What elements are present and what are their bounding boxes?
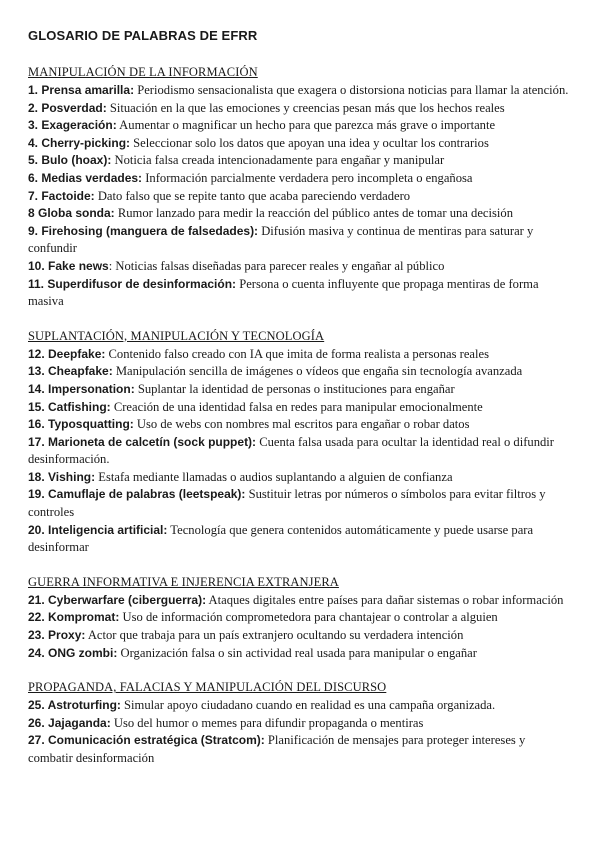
glossary-entry bbox=[28, 205, 570, 223]
entry-definition: Persona o cuenta influyente que propaga mentiras de forma masiva bbox=[28, 276, 539, 309]
entry-term: 2. Posverdad: bbox=[28, 100, 107, 115]
entry-definition: Rumor lanzado para medir la reacción del público antes de tomar una decisión bbox=[114, 206, 513, 221]
section-title: PROPAGANDA, FALACIAS Y MANIPULACIÓN DEL DISCURSO bbox=[28, 680, 387, 695]
entry-definition: Simular apoyo ciudadano cuando en realidad es una campaña organizada. bbox=[120, 698, 496, 713]
entry-definition: Organización falsa o sin actividad real usada para manipular o engañar bbox=[117, 645, 477, 660]
entry-term: 23. Proxy: bbox=[28, 628, 86, 643]
entry-definition: Uso del humor o memes para difundir propaganda o mentiras bbox=[110, 715, 424, 730]
entry-definition: Ataques digitales entre países para dañar sistemas o robar información bbox=[206, 592, 564, 607]
entry-definition: Contenido falso creado con IA que imita de forma realista a personas reales bbox=[105, 346, 489, 361]
entry-term: 8 Globa sonda: bbox=[28, 206, 115, 221]
section-title: GUERRA INFORMATIVA E INJERENCIA EXTRANJERA bbox=[28, 574, 339, 589]
section-title: MANIPULACIÓN DE LA INFORMACIÓN bbox=[28, 65, 258, 79]
entry-definition: Uso de webs con nombres mal escritos para engañar o robar datos bbox=[133, 417, 470, 432]
entry-term: 3. Exageración: bbox=[28, 118, 117, 133]
entry-definition: Tecnología que genera contenidos automáticamente y puede usarse para desinformar bbox=[28, 522, 534, 555]
glossary-entry bbox=[28, 732, 570, 767]
section-guerra-informativa bbox=[28, 575, 570, 662]
entry-term: 6. Medias verdades: bbox=[28, 170, 143, 185]
entry-definition: Noticia falsa creada intencionadamente para engañar y manipular bbox=[111, 153, 445, 168]
entry-term: 12. Deepfake: bbox=[28, 346, 106, 361]
entry-definition: Sustituir letras por números o símbolos para evitar filtros y controles bbox=[28, 487, 546, 520]
entry-term: 16. Typosquatting: bbox=[28, 417, 134, 432]
glossary-entry bbox=[28, 399, 570, 417]
section-propaganda bbox=[28, 680, 570, 767]
section-suplantacion bbox=[28, 329, 570, 557]
section-manipulacion bbox=[28, 65, 570, 311]
entry-term: 5. Bulo (hoax): bbox=[28, 153, 112, 168]
entry-term: 22. Kompromat: bbox=[28, 610, 120, 625]
glossary-entry bbox=[28, 381, 570, 399]
glossary-entry bbox=[28, 82, 570, 100]
glossary-entry bbox=[28, 363, 570, 381]
entry-definition: Suplantar la identidad de personas o instituciones para engañar bbox=[134, 381, 455, 396]
entry-definition: Cuenta falsa usada para ocultar la identidad real o difundir desinformación. bbox=[28, 434, 554, 467]
entry-term: 4. Cherry-picking: bbox=[28, 135, 131, 150]
glossary-entry bbox=[28, 135, 570, 153]
entry-term: 19. Camuflaje de palabras (leetspeak): bbox=[28, 487, 246, 502]
glossary-entry bbox=[28, 170, 570, 188]
glossary-entry bbox=[28, 627, 570, 645]
glossary-entry bbox=[28, 715, 570, 733]
document-title: GLOSARIO DE PALABRAS DE EFRR bbox=[28, 28, 258, 43]
entry-definition: Situación en la que las emociones y creencias pesan más que los hechos reales bbox=[106, 100, 505, 115]
entry-term: 15. Catfishing: bbox=[28, 399, 111, 414]
glossary-entry bbox=[28, 152, 570, 170]
entry-term: 20. Inteligencia artificial: bbox=[28, 522, 168, 537]
entry-term: 27. Comunicación estratégica (Stratcom): bbox=[28, 733, 265, 748]
entry-term: 21. Cyberwarfare (ciberguerra): bbox=[28, 592, 207, 607]
entry-definition: Uso de información comprometedora para chantajear o controlar a alguien bbox=[119, 610, 498, 625]
entry-term: 14. Impersonation: bbox=[28, 381, 135, 396]
entry-definition: Dato falso que se repite tanto que acaba pareciendo verdadero bbox=[94, 188, 411, 203]
glossary-entry bbox=[28, 276, 570, 311]
section-title: SUPLANTACIÓN, MANIPULACIÓN Y TECNOLOGÍA bbox=[28, 328, 325, 343]
glossary-entry bbox=[28, 100, 570, 118]
entry-definition: Actor que trabaja para un país extranjero ocultando su verdadera intención bbox=[85, 628, 464, 643]
entry-term: 11. Superdifusor de desinformación: bbox=[28, 276, 237, 291]
entry-term: 9. Firehosing (manguera de falsedades): bbox=[28, 223, 259, 238]
entry-definition: : Noticias falsas diseñadas para parecer reales y engañar al público bbox=[108, 258, 445, 273]
glossary-entry bbox=[28, 346, 570, 364]
entry-term: 25. Astroturfing: bbox=[28, 698, 121, 713]
glossary-entry bbox=[28, 416, 570, 434]
entry-definition: Manipulación sencilla de imágenes o vídeos que engaña sin tecnología avanzada bbox=[112, 364, 523, 379]
glossary-entry bbox=[28, 609, 570, 627]
entry-term: 7. Factoide: bbox=[28, 188, 95, 203]
entry-definition: Estafa mediante llamadas o audios suplantando a alguien de confianza bbox=[95, 469, 453, 484]
entry-term: 24. ONG zombi: bbox=[28, 645, 118, 660]
entry-term: 18. Vishing: bbox=[28, 469, 96, 484]
entry-definition: Creación de una identidad falsa en redes para manipular emocionalmente bbox=[110, 399, 483, 414]
entry-definition: Información parcialmente verdadera pero incompleta o engañosa bbox=[142, 170, 473, 185]
glossary-entry bbox=[28, 223, 570, 258]
glossary-entry bbox=[28, 434, 570, 469]
glossary-entry bbox=[28, 188, 570, 206]
entry-term: 1. Prensa amarilla: bbox=[28, 83, 135, 97]
entry-definition: Aumentar o magnificar un hecho para que parezca más grave o importante bbox=[116, 118, 496, 133]
glossary-entry bbox=[28, 486, 570, 521]
glossary-entry bbox=[28, 697, 570, 715]
entry-term: 13. Cheapfake: bbox=[28, 364, 113, 379]
glossary-entry bbox=[28, 592, 570, 610]
glossary-entry bbox=[28, 117, 570, 135]
glossary-entry bbox=[28, 469, 570, 487]
entry-term: 26. Jajaganda: bbox=[28, 715, 111, 730]
entry-definition: Seleccionar solo los datos que apoyan una idea y ocultar los contrarios bbox=[130, 135, 489, 150]
entry-term: 10. Fake news bbox=[28, 258, 109, 273]
entry-term: 17. Marioneta de calcetín (sock puppet): bbox=[28, 434, 257, 449]
glossary-entry bbox=[28, 258, 570, 276]
entry-definition: Difusión masiva y continua de mentiras para saturar y confundir bbox=[28, 223, 534, 256]
glossary-entry bbox=[28, 645, 570, 663]
entry-definition: Periodismo sensacionalista que exagera o distorsiona noticias para llamar la atención. bbox=[134, 83, 569, 97]
entry-definition: Planificación de mensajes para proteger intereses y combatir desinformación bbox=[28, 733, 526, 765]
glossary-entry bbox=[28, 522, 570, 557]
